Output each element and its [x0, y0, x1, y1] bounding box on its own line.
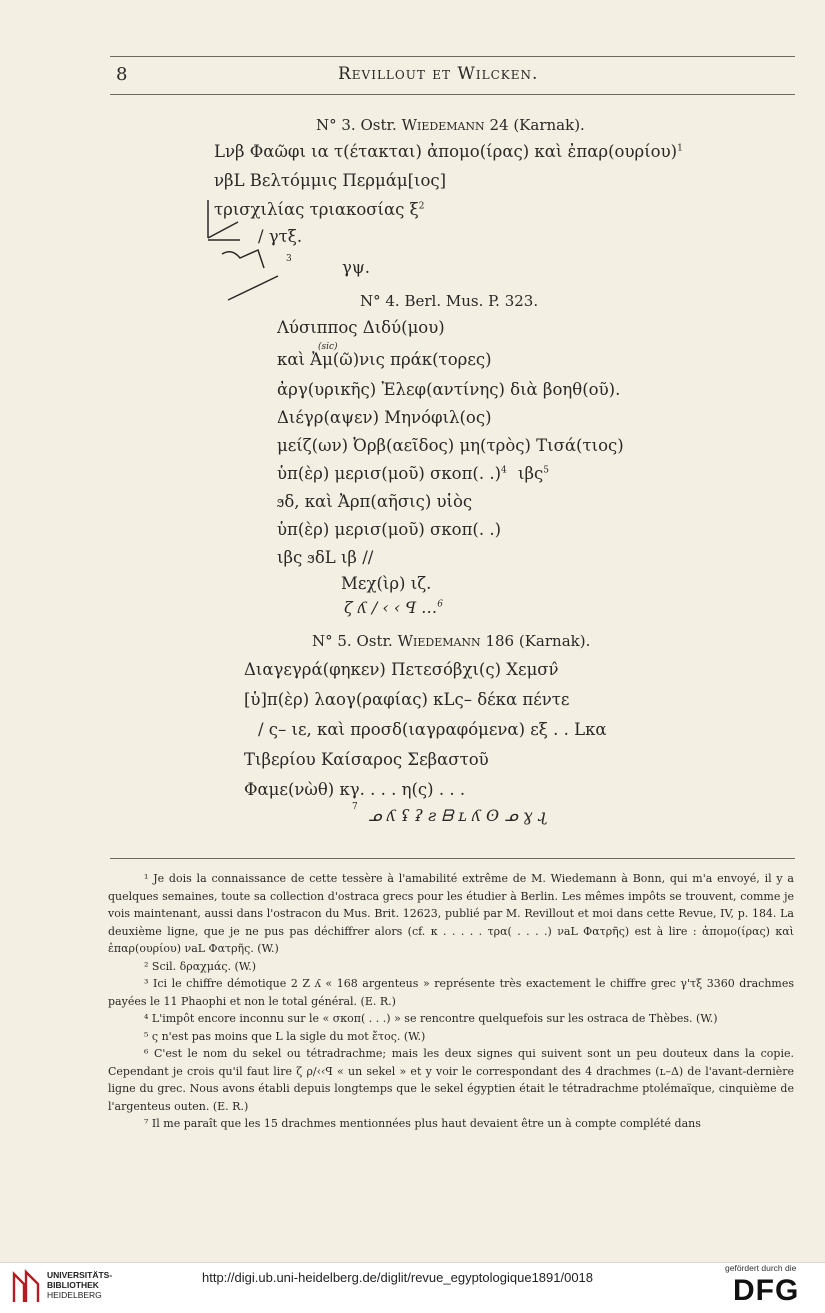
section5-line-2: [ὑ]π(ὲρ) λαογ(ραφίας) κLς– δέκα πέντε: [244, 690, 570, 709]
footnote-5: ⁵ ς n'est pas moins que L la sigle du mot ἔτος. (W.): [144, 1029, 426, 1043]
footnotes: [108, 870, 794, 1133]
section3-line-2: νβL Βελτόμμις Περμάμ[ιος]: [214, 171, 447, 190]
footnote-3: ³ Ici le chiffre démotique 2 Z ʎ « 168 argenteus » représente très exactement le chiffre grec γ'τξ 3360 drachmes payées le 11 Phaophi et non le total général. (E. R.): [108, 977, 794, 1008]
footnote-7: ⁷ Il me paraît que les 15 drachmes mentionnées plus haut devaient être un à compte complété dans: [144, 1117, 701, 1130]
section3-heading: N° 3. Ostr. Wiedemann 24 (Karnak).: [316, 116, 585, 134]
sponsor-caption: gefördert durch die: [725, 1263, 797, 1273]
footnote-6: ⁶ C'est le nom du sekel ou tétradrachme; mais les deux signes qui suivent sont un peu douteux dans la copie. Cependant je crois qu'il faut lire ζ ρ/‹‹ꟼ « un sekel » et y voir le correspondant des 4 drachmes (ʟ–Δ) de l'avant-dernière ligne du grec. Nous avons établi depuis longtemps que le sekel égyptien était le tétradrachme ptolémaïque, cinquième de l'argenteus outen. (E. R.): [108, 1047, 794, 1113]
section4-line-8: ὑπ(ὲρ) μερισ(μοῦ) σκοπ(. .): [277, 520, 502, 539]
section4-line-2: καὶ Ἀμ(ῶ)νις πράκ(τορες): [277, 350, 492, 369]
dfg-logo[interactable]: DFG: [733, 1274, 800, 1307]
header-top-rule: [110, 56, 795, 57]
section4-demotic-line: ζ ʎ / ‹ ‹ ꟼ …$^6$: [344, 598, 443, 617]
section4-line-1: Λύσιππος Διδύ(μου): [277, 318, 445, 337]
section3-marginal-brackets: [200, 196, 290, 306]
section5-heading: N° 5. Ostr. Wiedemann 186 (Karnak).: [312, 632, 591, 650]
section3-line-1: Lνβ Φαῶφι ια τ(έτακται) ἀπομο(ίρας) καὶ $ἐ\pi\alpha\rho(o\upsilon\rho ίo\upsilon)^1$: [214, 142, 683, 161]
footnote-2: ² Scil. δραχμάς. (W.): [144, 959, 257, 973]
section4-sic-note: (sic): [318, 342, 338, 352]
footnote-1: ¹ Je dois la connaissance de cette tessère à l'amabilité extrême de M. Wiedemann à Bonn, qui m'a envoyé, il y a quelques semaines, toute sa collection d'ostraca grecs pour les étudier à Berlin. Les mêmes impôts se trouvent, comme je vois maintenant, aussi dans l'ostracon du Mus. Brit. 12623, publié par M. Revillout et moi dans cette Revue, IV, p. 184. La deuxième ligne, que je ne pus pas déchiffrer alors (cf. κ . . . . . τρα( . . . .) νaL Φατρῆς) est à lire : ἀπομο(ίρας) καὶ ἐπαρ(ουρίου) νaL Φατρῆς. (W.): [108, 872, 794, 955]
page-number: 8: [116, 64, 128, 85]
section3-line-5: γψ.: [342, 258, 371, 277]
section4-line-6: ὑπ(ὲρ) μερισ(μοῦ) σκοπ(. .)$^4$ ιβς$^5$: [277, 464, 549, 483]
section5-footnote-ref-7: 7: [352, 802, 358, 812]
section3-footnote-ref-3: 3: [286, 254, 292, 264]
section4-line-3: ἀργ(υρικῆς) Ἐλεφ(αντίνης) διὰ βοηθ(οῦ).: [277, 380, 621, 399]
footnote-4: ⁴ L'impôt encore inconnu sur le « σκοπ( . . .) » se rencontre quelquefois sur les ostraca de Thèbes. (W.): [144, 1012, 718, 1025]
footnote-rule: [110, 858, 795, 859]
section5-line-5: Φαμε(νὼθ) κγ. . . . η(ς) . . .: [244, 780, 466, 799]
section4-line-10: Μεχ(ὶρ) ιζ.: [341, 574, 432, 593]
university-library-name[interactable]: UNIVERSITÄTS- BIBLIOTHEK HEIDELBERG: [47, 1270, 113, 1300]
section4-line-7: ϧδ, καὶ Ἀρπ(αῆσις) υἱὸς: [277, 492, 473, 511]
section5-line-1: Διαγεγρά(φηκεν) Πετεσόβχι(ς) Χεμσν̂: [244, 660, 559, 679]
running-head: Revillout et Wilcken.: [338, 64, 539, 84]
header-bottom-rule: [110, 94, 795, 95]
section4-line-4: Διέγρ(αψεν) Μηνόφιλ(ος): [277, 408, 492, 427]
section5-line-4: Τιβερίου Καίσαρος Σεβαστοῦ: [244, 750, 489, 769]
page-url-link[interactable]: http://digi.ub.uni-heidelberg.de/diglit/revue_egyptologique1891/0018: [202, 1270, 594, 1285]
section4-heading: N° 4. Berl. Mus. P. 323.: [360, 292, 539, 310]
section5-demotic-line: ᓄ ʎ ʢ ʡ ƨ ᗷ ʟ ʎ ʘ ᓄ ɣ ɻ: [368, 806, 547, 825]
section3-line-3: τρισχιλίας τριακοσίας $\xi^2$: [214, 200, 425, 219]
section4-line-9: ιβς ϧδL ιβ //: [277, 548, 374, 567]
section5-line-3: / ς– ιε, καὶ προσδ(ιαγραφόμενα) εξ . . Lκα: [258, 720, 607, 739]
section3-line-4: / γτξ.: [258, 227, 303, 246]
section4-line-5: μείζ(ων) Ὀρβ(αεῖδος) μη(τρὸς) Τισά(τιος): [277, 436, 624, 455]
university-library-logo[interactable]: [10, 1268, 42, 1306]
